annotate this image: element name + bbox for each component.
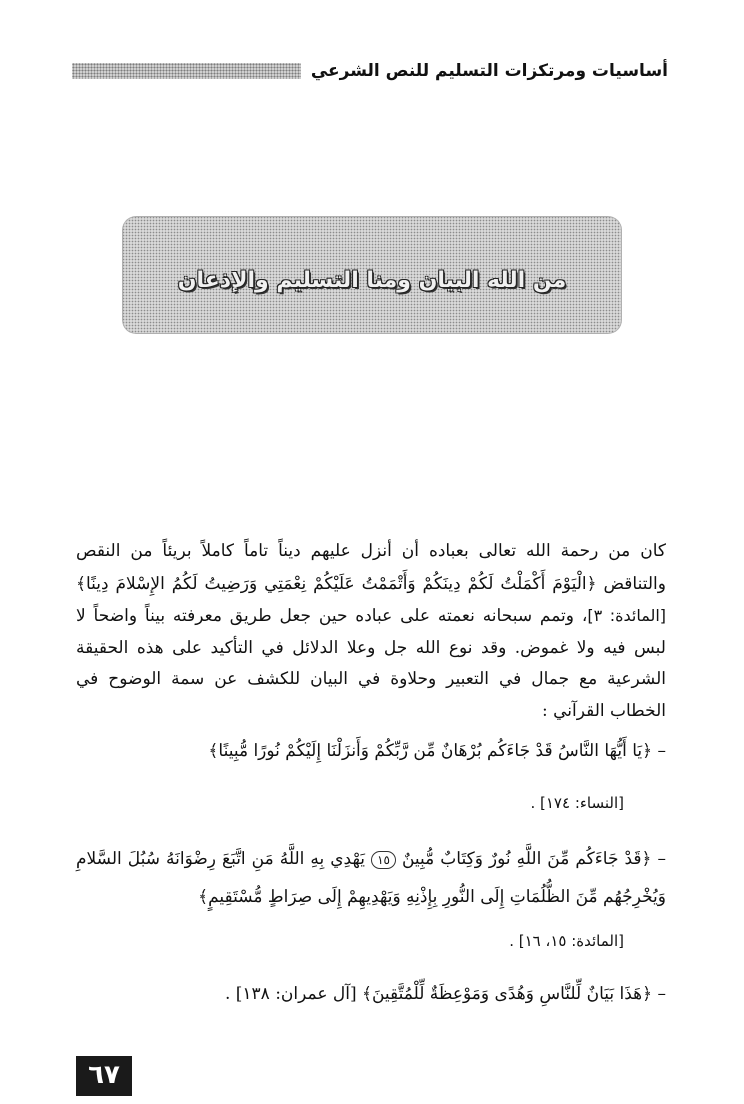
verse-2-part-b: يَهْدِي بِهِ اللَّهُ مَنِ اتَّبَعَ رِضْوَانَهُ سُبُلَ السَّلامِ وَيُخْرِجُهُم مِّنَ الظُّلُمَاتِ إِلَى النُّورِ بِإِذْنِهِ وَيَهْدِيهِمْ إِلَى صِرَاطٍ مُّسْتَقِيمٍ﴾ — [76, 849, 666, 907]
header-title: أساسيات ومرتكزات التسليم للنص الشرعي — [310, 61, 668, 81]
verse-2-reference: [المائدة: ١٥، ١٦] . — [509, 932, 624, 950]
verse-3: – ﴿هَذَا بَيَانٌ لِّلنَّاسِ وَهُدًى وَمَوْعِظَةٌ لِّلْمُتَّقِينَ﴾ [آل عمران: ١٣٨] . — [224, 984, 666, 1004]
header-decorative-bar — [72, 63, 301, 79]
page-number: ٦٧ — [76, 1056, 132, 1096]
verse-2-part-a: – ﴿قَدْ جَاءَكُم مِّنَ اللَّهِ نُورٌ وَكِتَابٌ مُّبِينٌ — [395, 849, 666, 869]
ayah-number-mark: ١٥ — [371, 851, 396, 869]
verse-1-reference: [النساء: ١٧٤] . — [530, 794, 624, 812]
quran-reference-1: [المائدة: ٣] — [587, 606, 667, 625]
verse-2 — [76, 840, 666, 916]
running-header — [72, 56, 668, 86]
quran-quote-1: ﴿الْيَوْمَ أَكْمَلْتُ لَكُمْ دِينَكُمْ وَأَتْمَمْتُ عَلَيْكُمْ نِعْمَتِي وَرَضِيتُ لَكُمُ الإِسْلامَ دِينًا﴾ — [76, 573, 597, 594]
paragraph-text-2: ، وتمم سبحانه نعمته على عباده حين جعل طريق معرفته بيناً واضحاً لا لبس فيه ولا غموض. وقد نوع الله جل وعلا الدلائل في التأكيد على هذه الحقيقة الشرعية مع جمال في التعبير وحلاوة في البيان للكشف عن سمة الوضوح في الخطاب القرآني : — [76, 606, 666, 721]
section-title-box — [122, 216, 622, 334]
verse-1: – ﴿يَا أَيُّهَا النَّاسُ قَدْ جَاءَكُم بُرْهَانٌ مِّن رَّبِّكُمْ وَأَنزَلْنَا إِلَيْكُمْ نُورًا مُّبِينًا﴾ — [208, 741, 666, 761]
paragraph-text-1: كان من رحمة الله تعالى بعباده أن أنزل عليهم ديناً تاماً كاملاً بريئاً من النقص والتناقض — [76, 541, 666, 594]
body-paragraph — [76, 536, 666, 727]
section-title: من الله البيان ومنا التسليم والإذعان — [177, 268, 567, 293]
